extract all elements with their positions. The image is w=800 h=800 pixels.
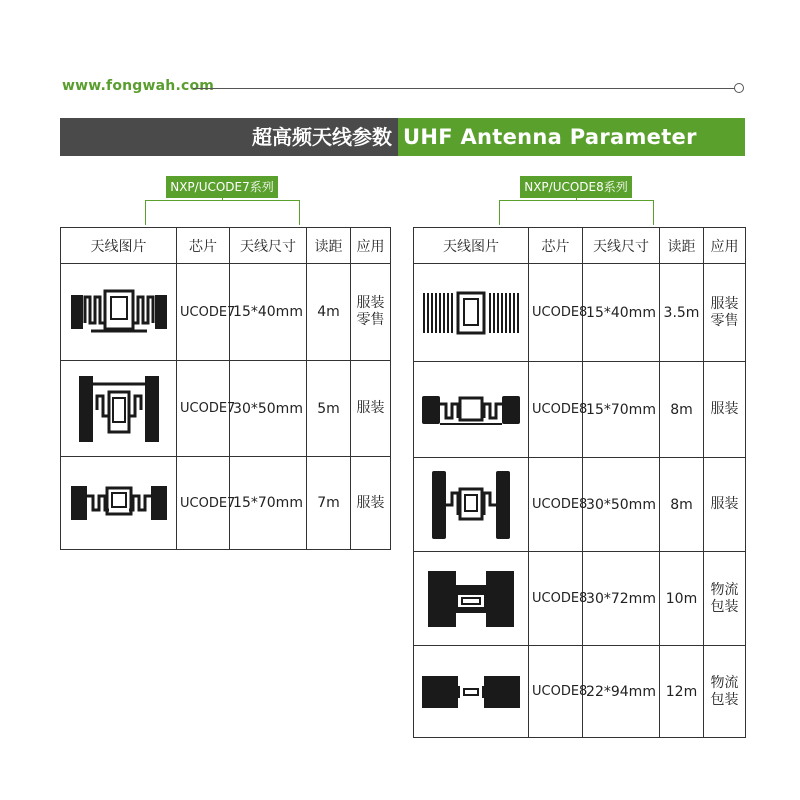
size-cell: 15*40mm [230, 264, 307, 361]
range-cell: 4m [307, 264, 351, 361]
ucode7-bracket [145, 200, 300, 225]
application-cell: 服装 [351, 361, 391, 457]
table-row [61, 361, 391, 457]
ucode7-series-label: NXP/UCODE7系列 [166, 176, 278, 198]
size-cell: 15*40mm [583, 264, 660, 362]
range-cell: 10m [660, 552, 704, 646]
application-line: 物流 [710, 674, 739, 691]
title-cn: 超高频天线参数 [60, 118, 398, 156]
table-row [414, 458, 746, 552]
header-divider [193, 88, 735, 89]
size-cell: 30*72mm [583, 552, 660, 646]
chip-cell: UCODE8 [529, 552, 583, 646]
range-cell: 3.5m [660, 264, 704, 362]
col-size: 天线尺寸 [230, 228, 307, 264]
application-cell: 服装 [704, 362, 746, 458]
application-cell [704, 264, 746, 362]
ucode8-15x70-antenna-icon [414, 362, 529, 458]
ucode8-30x72-antenna-icon [414, 552, 529, 646]
chip-cell: UCODE8 [529, 264, 583, 362]
range-cell: 8m [660, 362, 704, 458]
size-cell: 15*70mm [583, 362, 660, 458]
chip-cell: UCODE7 [177, 264, 230, 361]
ucode7-15x40-antenna-icon [61, 264, 177, 361]
chip-cell: UCODE7 [177, 361, 230, 457]
application-cell [351, 264, 391, 361]
table-row [61, 264, 391, 361]
table-row [414, 362, 746, 458]
col-range: 读距 [660, 228, 704, 264]
col-range: 读距 [307, 228, 351, 264]
size-cell: 30*50mm [230, 361, 307, 457]
application-cell [704, 552, 746, 646]
site-url[interactable]: www.fongwah.com [62, 78, 215, 94]
chip-cell: UCODE8 [529, 458, 583, 552]
col-chip: 芯片 [177, 228, 230, 264]
application-cell: 服装 [704, 458, 746, 552]
application-line: 服装 [356, 295, 385, 311]
col-size: 天线尺寸 [583, 228, 660, 264]
ucode8-bracket [499, 200, 654, 225]
title-banner [60, 118, 745, 156]
col-image: 天线图片 [61, 228, 177, 264]
chip-cell: UCODE8 [529, 362, 583, 458]
ucode8-series-label: NXP/UCODE8系列 [520, 176, 632, 198]
application-cell [704, 646, 746, 738]
application-line: 零售 [356, 312, 385, 328]
col-chip: 芯片 [529, 228, 583, 264]
chip-cell: UCODE7 [177, 457, 230, 550]
range-cell: 7m [307, 457, 351, 550]
table-header-row [414, 228, 746, 264]
ucode8-30x50-antenna-icon [414, 458, 529, 552]
range-cell: 12m [660, 646, 704, 738]
ucode8-table [413, 227, 746, 738]
application-line: 服装 [710, 295, 739, 312]
range-cell: 8m [660, 458, 704, 552]
application-line: 物流 [710, 581, 739, 598]
table-row [414, 264, 746, 362]
ucode7-30x50-antenna-icon [61, 361, 177, 457]
application-line: 包装 [710, 598, 739, 615]
col-image: 天线图片 [414, 228, 529, 264]
chip-cell: UCODE8 [529, 646, 583, 738]
table-header-row [61, 228, 391, 264]
application-line: 零售 [710, 312, 739, 329]
application-cell: 服装 [351, 457, 391, 550]
size-cell: 30*50mm [583, 458, 660, 552]
table-row [414, 552, 746, 646]
ucode7-table [60, 227, 391, 550]
range-cell: 5m [307, 361, 351, 457]
title-en: UHF Antenna Parameter [398, 118, 745, 156]
size-cell: 22*94mm [583, 646, 660, 738]
col-application: 应用 [704, 228, 746, 264]
table-row [61, 457, 391, 550]
table-row [414, 646, 746, 738]
col-application: 应用 [351, 228, 391, 264]
divider-end-circle [734, 83, 744, 93]
size-cell: 15*70mm [230, 457, 307, 550]
ucode8-22x94-antenna-icon [414, 646, 529, 738]
ucode7-15x70-antenna-icon [61, 457, 177, 550]
ucode8-15x40-antenna-icon [414, 264, 529, 362]
application-line: 包装 [710, 691, 739, 708]
